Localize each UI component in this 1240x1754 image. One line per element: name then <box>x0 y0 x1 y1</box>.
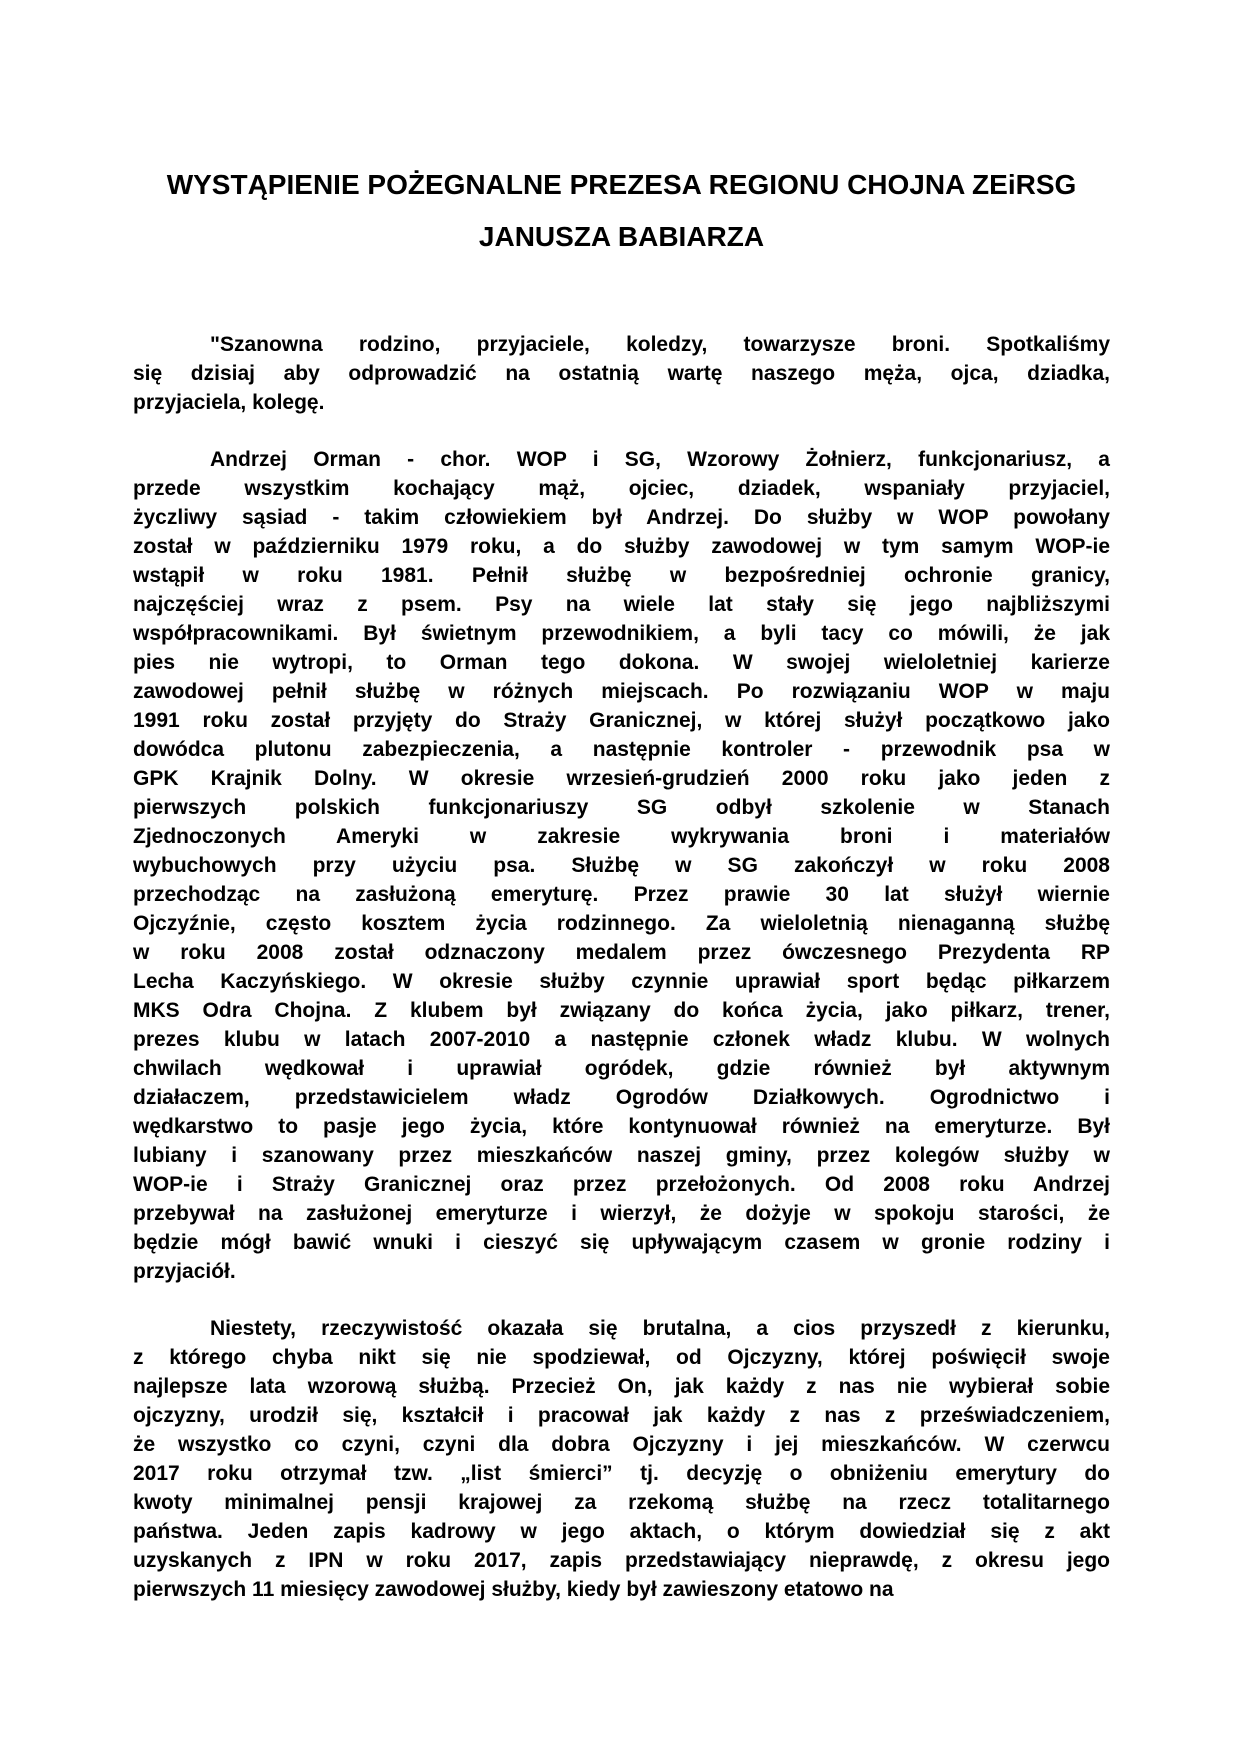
text-line: "Szanowna rodzino, przyjaciele, koledzy, towarzysze broni. Spotkaliśmy <box>210 333 1110 356</box>
text-line: w roku 2008 został odznaczony medalem przez ówczesnego Prezydenta RP <box>133 941 1110 964</box>
text-line: przyjaciela, kolegę. <box>133 391 325 414</box>
text-line: Andrzej Orman - chor. WOP i SG, Wzorowy Żołnierz, funkcjonariusz, a <box>210 448 1110 471</box>
text-line: najczęściej wraz z psem. Psy na wiele lat stały się jego najbliższymi <box>133 593 1110 616</box>
text-line: że wszystko co czyni, czyni dla dobra Ojczyzny i jej mieszkańców. W czerwcu <box>133 1433 1110 1456</box>
document-title-line-1: WYSTĄPIENIE POŻEGNALNE PREZESA REGIONU CHOJNA ZEiRSG <box>166 169 1077 200</box>
text-line: kwoty minimalnej pensji krajowej za rzekomą służbę na rzecz totalitarnego <box>133 1491 1110 1514</box>
text-line: Lecha Kaczyńskiego. W okresie służby czynnie uprawiał sport będąc piłkarzem <box>133 970 1110 993</box>
text-line: działaczem, przedstawicielem władz Ogrodów Działkowych. Ogrodnictwo i <box>133 1086 1110 1109</box>
document-body <box>133 330 1110 1604</box>
text-line: zawodowej pełnił służbę w różnych miejscach. Po rozwiązaniu WOP w maju <box>133 680 1110 703</box>
text-line: został w październiku 1979 roku, a do służby zawodowej w tym samym WOP-ie <box>133 535 1110 558</box>
text-line: wędkarstwo to pasje jego życia, które kontynuował również na emeryturze. Był <box>133 1115 1110 1138</box>
paragraph <box>133 330 1110 417</box>
text-line: WOP-ie i Straży Granicznej oraz przez przełożonych. Od 2008 roku Andrzej <box>133 1173 1110 1196</box>
document-title-line-2: JANUSZA BABIARZA <box>478 221 765 252</box>
text-line: uzyskanych z IPN w roku 2017, zapis przedstawiający nieprawdę, z okresu jego <box>133 1549 1110 1572</box>
text-line: się dzisiaj aby odprowadzić na ostatnią wartę naszego męża, ojca, dziadka, <box>133 362 1110 385</box>
text-line: Ojczyźnie, często kosztem życia rodzinnego. Za wieloletnią nienaganną służbę <box>133 912 1110 935</box>
text-line: Niestety, rzeczywistość okazała się brutalna, a cios przyszedł z kierunku, <box>210 1317 1110 1340</box>
text-line: 2017 roku otrzymał tzw. „list śmierci” tj. decyzję o obniżeniu emerytury do <box>133 1462 1110 1485</box>
text-line: ojczyzny, urodził się, kształcił i pracował jak każdy z nas z przeświadczeniem, <box>133 1404 1110 1427</box>
text-line: 1991 roku został przyjęty do Straży Granicznej, w której służył początkowo jako <box>133 709 1110 732</box>
text-line: państwa. Jeden zapis kadrowy w jego aktach, o którym dowiedział się z akt <box>133 1520 1110 1543</box>
text-line: z którego chyba nikt się nie spodziewał, od Ojczyzny, której poświęcił swoje <box>133 1346 1110 1369</box>
text-line: wybuchowych przy użyciu psa. Służbę w SG zakończył w roku 2008 <box>133 854 1110 877</box>
text-line: życzliwy sąsiad - takim człowiekiem był Andrzej. Do służby w WOP powołany <box>133 506 1110 529</box>
text-line: przyjaciół. <box>133 1260 236 1283</box>
text-line: najlepsze lata wzorową służbą. Przecież On, jak każdy z nas nie wybierał sobie <box>133 1375 1110 1398</box>
text-line: pies nie wytropi, to Orman tego dokona. W swojej wieloletniej karierze <box>133 651 1110 674</box>
text-line: prezes klubu w latach 2007-2010 a następnie członek władz klubu. W wolnych <box>133 1028 1110 1051</box>
text-line: pierwszych 11 miesięcy zawodowej służby, kiedy był zawieszony etatowo na <box>133 1578 894 1601</box>
paragraph <box>133 445 1110 1286</box>
text-line: dowódca plutonu zabezpieczenia, a następnie kontroler - przewodnik psa w <box>133 738 1110 761</box>
text-line: będzie mógł bawić wnuki i cieszyć się upływającym czasem w gronie rodziny i <box>133 1231 1110 1254</box>
document-content <box>133 170 1110 1632</box>
text-line: GPK Krajnik Dolny. W okresie wrzesień-grudzień 2000 roku jako jeden z <box>133 767 1110 790</box>
paragraph <box>133 1314 1110 1604</box>
text-line: przechodząc na zasłużoną emeryturę. Przez prawie 30 lat służył wiernie <box>133 883 1110 906</box>
text-line: przede wszystkim kochający mąż, ojciec, dziadek, wspaniały przyjaciel, <box>133 477 1110 500</box>
text-line: współpracownikami. Był świetnym przewodnikiem, a byli tacy co mówili, że jak <box>133 622 1110 645</box>
text-line: MKS Odra Chojna. Z klubem był związany do końca życia, jako piłkarz, trener, <box>133 999 1110 1022</box>
text-line: pierwszych polskich funkcjonariuszy SG odbył szkolenie w Stanach <box>133 796 1110 819</box>
text-line: Zjednoczonych Ameryki w zakresie wykrywania broni i materiałów <box>133 825 1110 848</box>
text-line: chwilach wędkował i uprawiał ogródek, gdzie również był aktywnym <box>133 1057 1110 1080</box>
text-line: przebywał na zasłużonej emeryturze i wierzył, że dożyje w spokoju starości, że <box>133 1202 1110 1225</box>
text-line: wstąpił w roku 1981. Pełnił służbę w bezpośredniej ochronie granicy, <box>133 564 1110 587</box>
text-line: lubiany i szanowany przez mieszkańców naszej gminy, przez kolegów służby w <box>133 1144 1110 1167</box>
